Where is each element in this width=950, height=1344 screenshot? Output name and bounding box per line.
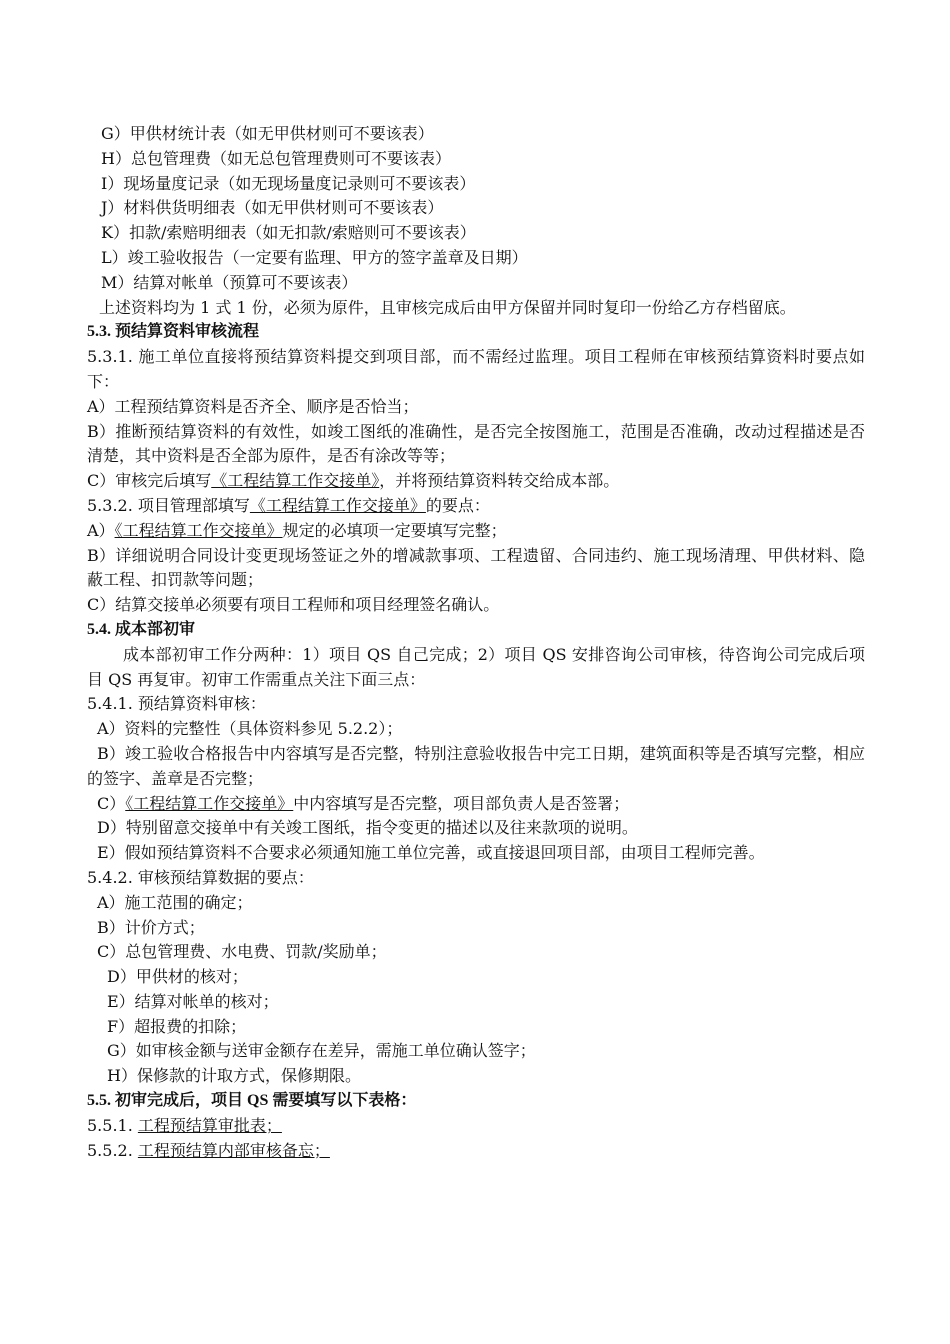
list-item: J）材料供货明细表（如无甲供材则可不要该表）	[101, 198, 444, 218]
intro-paragraph: 成本部初审工作分两种：1）项目 QS 自己完成；2）项目 QS 安排咨询公司审核，待咨询公司完成后项目 QS 再复审。初审工作需重点关注下面三点：	[87, 644, 865, 689]
paragraph-5-4-1: 5.4.1. 预结算资料审核：	[87, 694, 266, 714]
list-item: F）超报费的扣除；	[107, 1016, 247, 1036]
paragraph-5-5-2: 5.5.2. 工程预结算内部审核备忘；	[87, 1140, 330, 1160]
form-link: 《工程结算工作交接单》	[249, 495, 426, 515]
list-item: I）现场量度记录（如无现场量度记录则可不要该表）	[101, 173, 476, 193]
list-item: E）结算对帐单的核对；	[107, 991, 279, 1011]
section-heading-5-5: 5.5. 初审完成后，项目 QS 需要填写以下表格：	[87, 1092, 417, 1110]
section-heading-5-4: 5.4. 成本部初审	[87, 620, 196, 638]
list-item: G）甲供材统计表（如无甲供材则可不要该表）	[101, 124, 434, 143]
paragraph-5-3-1: 5.3.1. 施工单位直接将预结算资料提交到项目部，而不需经过监理。项目工程师在审核预结算资料时要点如下：	[87, 347, 865, 391]
form-link: 《工程结算工作交接单》	[211, 471, 380, 491]
document-page	[87, 122, 865, 1163]
form-link: 工程预结算审批表；	[137, 1115, 282, 1135]
list-item: G）如审核金额与送审金额存在差异，需施工单位确认签字；	[107, 1041, 536, 1061]
list-item: C）结算交接单必须要有项目工程师和项目经理签名确认。	[87, 595, 500, 615]
paragraph-5-4-2: 5.4.2. 审核预结算数据的要点：	[87, 867, 314, 887]
list-item: D）特别留意交接单中有关竣工图纸，指令变更的描述以及往来款项的说明。	[97, 818, 638, 838]
list-item: B）计价方式；	[97, 917, 205, 937]
list-item: C）审核完后填写《工程结算工作交接单》，并将预结算资料转交给成本部。	[87, 471, 620, 491]
form-link: 《工程结算工作交接单》	[125, 793, 294, 813]
form-link: 工程预结算内部审核备忘；	[137, 1140, 330, 1160]
list-item: H）保修款的计取方式，保修期限。	[107, 1066, 361, 1086]
list-item: C）总包管理费、水电费、罚款/奖励单；	[97, 942, 387, 962]
paragraph-5-3-2: 5.3.2. 项目管理部填写《工程结算工作交接单》的要点：	[87, 495, 490, 515]
note-paragraph: 上述资料均为 1 式 1 份，必须为原件，且审核完成后由甲方保留并同时复印一份给乙方存档留底。	[99, 297, 796, 317]
section-heading-5-3: 5.3. 预结算资料审核流程	[87, 323, 260, 341]
list-item: B）详细说明合同设计变更现场签证之外的增减款事项、工程遗留、合同违约、施工现场清理、甲供材料、隐蔽工程、扣罚款等问题；	[87, 545, 865, 590]
form-link: 《工程结算工作交接单》	[114, 520, 283, 540]
list-item: A）资料的完整性（具体资料参见 5.2.2）；	[97, 719, 403, 739]
list-item: H）总包管理费（如无总包管理费则可不要该表）	[101, 148, 451, 168]
list-item: A）施工范围的确定；	[97, 892, 253, 912]
paragraph-5-5-1: 5.5.1. 工程预结算审批表；	[87, 1115, 282, 1135]
list-item: K）扣款/索赔明细表（如无扣款/索赔则可不要该表）	[101, 223, 476, 243]
list-item: B）竣工验收合格报告中内容填写是否完整，特别注意验收报告中完工日期，建筑面积等是否填写完整，相应的签字、盖章是否完整；	[87, 743, 865, 788]
list-item: A）《工程结算工作交接单》规定的必填项一定要填写完整；	[87, 520, 507, 540]
list-item: E）假如预结算资料不合要求必须通知施工单位完善，或直接退回项目部，由项目工程师完善。	[97, 843, 765, 863]
list-item: A）工程预结算资料是否齐全、顺序是否恰当；	[87, 396, 419, 416]
list-item: D）甲供材的核对；	[107, 967, 248, 987]
list-item: B）推断预结算资料的有效性，如竣工图纸的准确性，是否完全按图施工，范围是否准确，改动过程描述是否清楚，其中资料是否全部为原件，是否有涂改等等；	[87, 421, 865, 466]
list-item: M）结算对帐单（预算可不要该表）	[101, 272, 358, 292]
list-item: L）竣工验收报告（一定要有监理、甲方的签字盖章及日期）	[101, 247, 528, 267]
list-item: C）《工程结算工作交接单》中内容填写是否完整，项目部负责人是否签署；	[97, 793, 630, 813]
